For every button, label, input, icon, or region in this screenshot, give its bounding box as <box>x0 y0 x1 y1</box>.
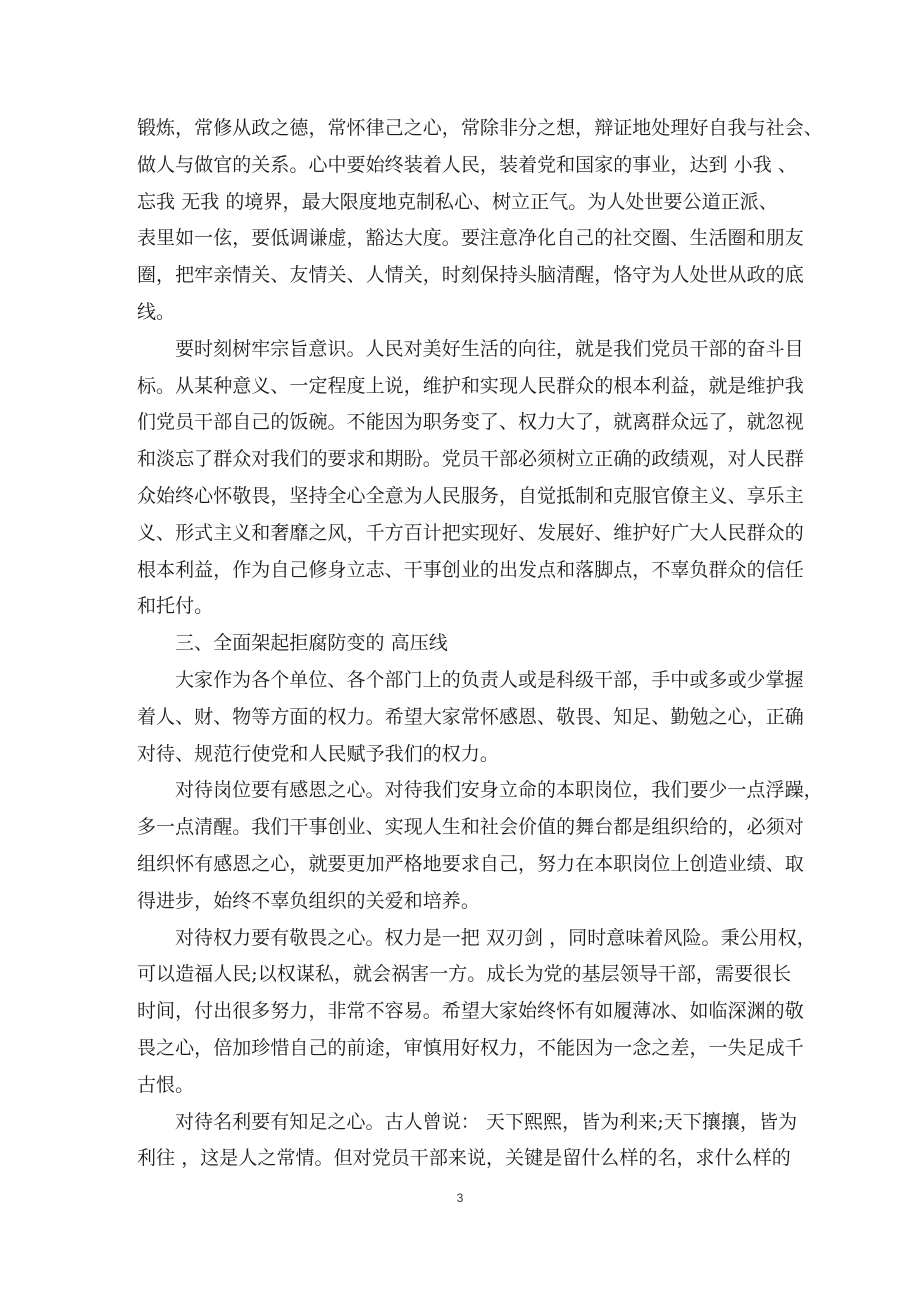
text-line: 多一点清醒。我们干事创业、实现人生和社会价值的舞台都是组织给的，必须对 <box>137 816 804 839</box>
text-line: 标。从某种意义、一定程度上说，维护和实现人民群众的根本利益，就是维护我 <box>137 374 804 397</box>
text-line: 利往 ，这是人之常情。但对党员干部来说，关键是留什么样的名，求什么样的 <box>137 1147 791 1170</box>
document-body <box>137 110 823 1177</box>
text-line: 和淡忘了群众对我们的要求和期盼。党员干部必须树立正确的政绩观，对人民群 <box>137 448 804 471</box>
text-line: 古恨。 <box>137 1073 195 1096</box>
text-line: 大家作为各个单位、各个部门上的负责人或是科级干部，手中或多或少掌握 <box>175 668 804 691</box>
text-line: 要时刻树牢宗旨意识。人民对美好生活的向往，就是我们党员干部的奋斗目 <box>175 337 804 360</box>
text-line: 对待岗位要有感恩之心。对待我们安身立命的本职岗位，我们要少一点浮躁， <box>175 779 823 802</box>
text-line: 做人与做官的关系。心中要始终装着人民，装着党和国家的事业，达到 小我 、 <box>137 153 797 176</box>
text-line: 根本利益，作为自己修身立志、干事创业的出发点和落脚点，不辜负群众的信任 <box>137 558 804 581</box>
text-line: 众始终心怀敬畏，坚持全心全意为人民服务，自觉抵制和克服官僚主义、享乐主 <box>137 484 804 507</box>
text-line: 义、形式主义和奢靡之风，千方百计把实现好、发展好、维护好广大人民群众的 <box>137 521 804 544</box>
text-line: 畏之心，倍加珍惜自己的前途，审慎用好权力，不能因为一念之差，一失足成千 <box>137 1036 804 1059</box>
text-line: 锻炼，常修从政之德，常怀律己之心，常除非分之想，辩证地处理好自我与社会、 <box>137 117 823 139</box>
text-line: 时间，付出很多努力，非常不容易。希望大家始终怀有如履薄冰、如临深渊的敬 <box>137 1000 804 1023</box>
text-line: 着人、财、物等方面的权力。希望大家常怀感恩、敬畏、知足、勤勉之心，正确 <box>137 705 804 728</box>
text-line: 圈，把牢亲情关、友情关、人情关，时刻保持头脑清醒，恪守为人处世从政的底 <box>137 264 804 287</box>
text-line: 三、全面架起拒腐防变的 高压线 <box>175 632 448 655</box>
text-line: 对待、规范行使党和人民赋予我们的权力。 <box>137 742 499 765</box>
page-number: 3 <box>456 1191 464 1205</box>
text-line: 对待权力要有敬畏之心。权力是一把 双刃剑 ，同时意味着风险。秉公用权， <box>175 926 816 949</box>
text-line: 们党员干部自己的饭碗。不能因为职务变了、权力大了，就离群众远了，就忽视 <box>137 411 804 434</box>
text-line: 忘我 无我 的境界，最大限度地克制私心、树立正气。为人处世要公道正派、 <box>137 190 778 213</box>
text-line: 组织怀有感恩之心，就要更加严格地要求自己，努力在本职岗位上创造业绩、取 <box>137 852 804 875</box>
text-line: 和托付。 <box>137 595 214 618</box>
text-line: 线。 <box>137 300 176 323</box>
text-line: 得进步，始终不辜负组织的关爱和培养。 <box>137 889 480 912</box>
text-line: 对待名利要有知足之心。古人曾说： 天下熙熙，皆为利来;天下攘攘，皆为 <box>175 1110 798 1133</box>
text-line: 可以造福人民;以权谋私，就会祸害一方。成长为党的基层领导干部，需要很长 <box>137 963 792 986</box>
text-line: 表里如一伭，要低调谦虚，豁达大度。要注意净化自己的社交圈、生活圈和朋友 <box>137 227 804 250</box>
